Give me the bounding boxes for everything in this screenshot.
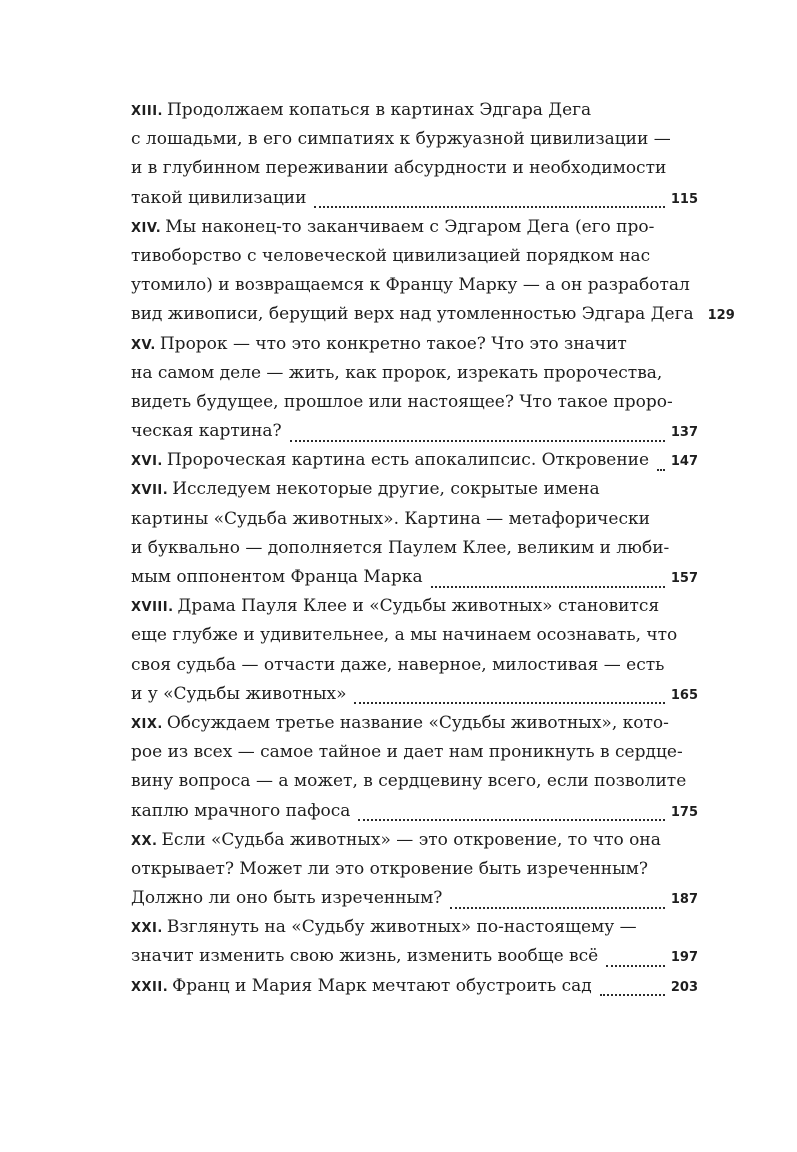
chapter-title-text: утомило) и возвращаемся к Францу Марку — а он разработал (131, 275, 690, 296)
chapter-title-text: такой цивилизации (131, 187, 307, 208)
dot-leader (314, 200, 664, 208)
dot-leader (290, 434, 665, 442)
toc-entry (131, 972, 698, 1001)
toc-entry-line (131, 125, 698, 154)
toc-entry (131, 213, 735, 330)
chapter-number: XIII. (131, 104, 163, 119)
toc-entry-line (131, 213, 698, 242)
chapter-title-text: на самом деле — жить, как пророк, изрекать пророчества, (131, 362, 663, 383)
toc-entry-last-line (131, 300, 735, 329)
chapter-title-text: вину вопроса — а может, в сердцевину всего, если позволите (131, 771, 687, 792)
chapter-title-text: Должно ли оно быть изреченным? (131, 888, 443, 909)
toc-entry-line (131, 592, 698, 621)
toc-entry-line (131, 709, 698, 738)
chapter-number: XIV. (131, 220, 162, 236)
toc-entry-line (131, 534, 698, 563)
toc-entry-last-line (131, 184, 698, 213)
chapter-title-text: Пророк — что это конкретно такое? Что это значит (159, 333, 627, 354)
dot-leader (606, 959, 665, 967)
dot-leader (354, 696, 664, 704)
toc-entry (131, 592, 698, 709)
toc-entry-line (131, 651, 698, 680)
page-number: 137 (670, 425, 698, 441)
chapter-title-text: и у «Судьбы животных» (131, 683, 347, 704)
chapter-title-text: каплю мрачного пафоса (131, 800, 351, 821)
dot-leader (450, 901, 664, 909)
toc-entry-line (131, 271, 698, 300)
page-number: 187 (670, 892, 698, 908)
chapter-title-text: Обсуждаем третье название «Судьбы животных», кото- (166, 712, 669, 733)
page-number: 175 (670, 804, 698, 820)
toc-entry-line (131, 388, 698, 417)
chapter-number: XXII. (131, 979, 169, 995)
chapter-number: XVI. (131, 454, 163, 470)
toc-entry-line (131, 855, 698, 884)
chapter-title-text: с лошадьми, в его симпатиях к буржуазной цивилизации — (131, 129, 671, 150)
chapter-title-text: еще глубже и удивительнее, а мы начинаем осознавать, что (131, 625, 678, 646)
chapter-title-text: Драма Пауля Клее и «Судьбы животных» становится (177, 596, 660, 617)
chapter-title-text: Продолжаем копаться в картинах Эдгара Дега (166, 100, 592, 120)
toc-entry (131, 446, 698, 475)
chapter-title-text: мым оппонентом Франца Марка (131, 567, 423, 587)
toc-entry-last-line (131, 884, 698, 913)
toc-entry-last-line (131, 942, 698, 971)
chapter-title-text: значит изменить свою жизнь, изменить вообще всё (131, 946, 599, 967)
toc-entry-line (131, 505, 698, 534)
toc-entry-line (131, 96, 698, 125)
toc-entry (131, 96, 698, 213)
page-number: 203 (670, 979, 698, 995)
toc-entry-last-line (131, 563, 698, 592)
chapter-title-text: и в глубинном переживании абсурдности и необходимости (131, 158, 667, 179)
chapter-number: XV. (131, 337, 156, 353)
chapter-title-text: тивоборство с человеческой цивилизацией порядком нас (131, 245, 651, 266)
chapter-number: XVIII. (131, 600, 174, 616)
toc-entry-line (131, 913, 698, 942)
toc-entry-line (131, 826, 698, 855)
toc-entry-last-line (131, 680, 698, 709)
chapter-number: XIX. (131, 716, 163, 732)
chapter-title-text: Франц и Мария Марк мечтают обустроить сад (172, 975, 592, 996)
toc-entry-line (131, 330, 698, 359)
page-number: 147 (670, 454, 698, 470)
chapter-title-text: ческая картина? (131, 421, 282, 442)
toc-entry (131, 826, 698, 914)
chapter-title-text: картины «Судьба животных». Картина — метафорически (131, 508, 650, 529)
page-number: 115 (670, 191, 698, 207)
chapter-title-text: своя судьба — отчасти даже, наверное, милостивая — есть (131, 654, 665, 675)
dot-leader (431, 580, 665, 588)
page-number: 165 (670, 687, 698, 703)
chapter-title-text: открывает? Может ли это откровение быть изреченным? (131, 858, 648, 879)
chapter-number: XX. (131, 833, 158, 849)
chapter-title-text: видеть будущее, прошлое или настоящее? Что такое проро- (131, 391, 673, 412)
toc-entry-line (131, 738, 698, 767)
toc-entry-last-line (131, 446, 698, 475)
page-number: 197 (670, 950, 698, 966)
toc-entry (131, 709, 698, 826)
toc-entry (131, 475, 698, 592)
toc-entry-line (131, 475, 698, 504)
page-number: 157 (670, 571, 698, 586)
toc-entry-line (131, 359, 698, 388)
chapter-title-text: и буквально — дополняется Паулем Клее, великим и люби- (131, 537, 670, 558)
toc-entry-line (131, 767, 698, 796)
dot-leader (657, 463, 665, 471)
toc-entry-last-line (131, 797, 698, 826)
chapter-title-text: Исследуем некоторые другие, сокрытые имена (172, 479, 600, 500)
chapter-title-text: вид живописи, берущий верх над утомленностью Эдгара Дега (131, 304, 694, 325)
toc-entry-line (131, 154, 698, 183)
chapter-title-text: Если «Судьба животных» — это откровение, то что она (161, 829, 661, 850)
dot-leader (358, 813, 665, 821)
table-of-contents (131, 96, 735, 1001)
chapter-title-text: Взглянуть на «Судьбу животных» по-настоящему — (166, 917, 637, 938)
chapter-number: XVII. (131, 483, 169, 499)
toc-entry-line (131, 242, 698, 271)
toc-entry-line (131, 621, 698, 650)
chapter-title-text: Пророческая картина есть апокалипсис. Откровение (166, 450, 650, 471)
toc-entry (131, 913, 698, 971)
chapter-number: XXI. (131, 921, 163, 937)
toc-entry (131, 330, 698, 447)
toc-entry-last-line (131, 972, 698, 1001)
dot-leader (600, 988, 665, 996)
page-number: 129 (707, 308, 735, 324)
toc-entry-last-line (131, 417, 698, 446)
chapter-title-text: Мы наконец-то заканчиваем с Эдгаром Дега (его про- (165, 216, 655, 237)
chapter-title-text: рое из всех — самое тайное и дает нам проникнуть в сердце- (131, 742, 683, 763)
